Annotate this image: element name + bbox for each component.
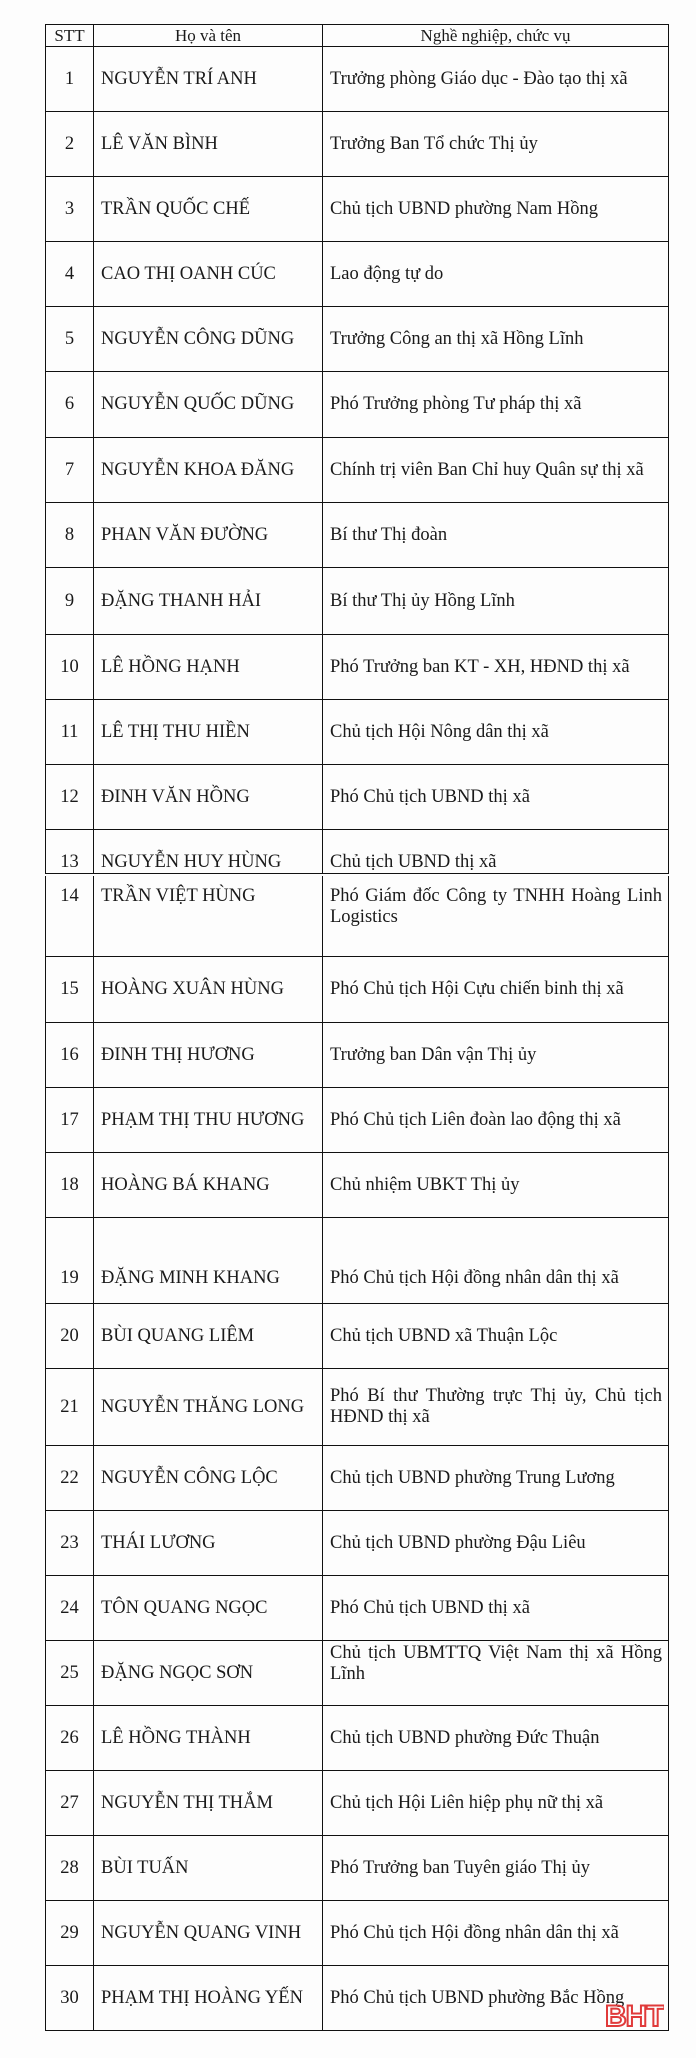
row-stt: 6: [46, 372, 94, 437]
table-row: [45, 765, 669, 830]
row-name: LÊ HỒNG THÀNH: [94, 1706, 323, 1770]
row-position: Phó Trưởng ban KT - XH, HĐND thị xã: [330, 656, 630, 677]
table-row: [45, 1153, 669, 1218]
table-row: [45, 1088, 669, 1153]
row-name: NGUYỄN HUY HÙNG: [94, 830, 323, 873]
table-header-row: [45, 24, 669, 47]
row-position: Bí thư Thị đoàn: [330, 524, 448, 545]
row-stt: 18: [46, 1153, 94, 1217]
row-position: Phó Chủ tịch UBND phường Bắc Hồng: [330, 1987, 625, 2008]
row-position: Trưởng ban Dân vận Thị ủy: [330, 1044, 537, 1065]
row-position: Chủ nhiệm UBKT Thị ủy: [330, 1174, 520, 1195]
table-row: [45, 635, 669, 700]
row-stt: 7: [46, 438, 94, 502]
row-stt: 12: [46, 765, 94, 829]
table-row: [45, 242, 669, 307]
row-position: Phó Trưởng ban Tuyên giáo Thị ủy: [330, 1857, 591, 1878]
row-position: Chủ tịch UBND xã Thuận Lộc: [330, 1325, 558, 1346]
row-name: PHẠM THỊ THU HƯƠNG: [94, 1088, 323, 1152]
table-row: [45, 177, 669, 242]
table-row: [45, 503, 669, 568]
row-stt: 9: [46, 568, 94, 634]
row-position: Chủ tịch UBND phường Đậu Liêu: [330, 1532, 586, 1553]
table-row: [45, 1641, 669, 1706]
row-name: PHAN VĂN ĐƯỜNG: [94, 503, 323, 567]
row-stt: 5: [46, 307, 94, 371]
row-stt: 10: [46, 635, 94, 699]
row-stt: 14: [46, 876, 94, 956]
row-position: Chủ tịch Hội Nông dân thị xã: [330, 721, 549, 742]
row-position: Lao động tự do: [330, 263, 444, 284]
table-row: [45, 307, 669, 372]
row-name: THÁI LƯƠNG: [94, 1511, 323, 1575]
row-stt: 17: [46, 1088, 94, 1152]
table-row: [45, 700, 669, 765]
table-row: [45, 1576, 669, 1641]
table-row: [45, 1369, 669, 1446]
table-row: [45, 1901, 669, 1966]
table-row: [45, 372, 669, 438]
table-row: [45, 1511, 669, 1576]
row-name: PHẠM THỊ HOÀNG YẾN: [94, 1966, 323, 2030]
row-stt: 20: [46, 1304, 94, 1368]
table-row: [45, 438, 669, 503]
row-name: ĐẶNG THANH HẢI: [94, 568, 323, 634]
row-stt: 29: [46, 1901, 94, 1965]
row-stt: 26: [46, 1706, 94, 1770]
row-stt: 13: [46, 830, 94, 873]
row-name: NGUYỄN THĂNG LONG: [94, 1369, 323, 1445]
row-position: Phó Chủ tịch Hội đồng nhân dân thị xã: [330, 1922, 619, 1943]
row-stt: 16: [46, 1023, 94, 1087]
table-row: [45, 1706, 669, 1771]
row-stt: 28: [46, 1836, 94, 1900]
row-name: NGUYỄN TRÍ ANH: [94, 47, 323, 111]
row-name: TÔN QUANG NGỌC: [94, 1576, 323, 1640]
row-name: ĐẶNG NGỌC SƠN: [94, 1641, 323, 1705]
table-row: [45, 1771, 669, 1836]
header-stt: STT: [46, 25, 94, 46]
table-row: [45, 1966, 669, 2031]
row-stt: 23: [46, 1511, 94, 1575]
row-stt: 4: [46, 242, 94, 306]
row-position: Chủ tịch UBND phường Đức Thuận: [330, 1727, 600, 1748]
table-row: [45, 1836, 669, 1901]
row-position: Chính trị viên Ban Chỉ huy Quân sự thị xã: [330, 459, 644, 480]
row-name: LÊ VĂN BÌNH: [94, 112, 323, 176]
row-stt: 25: [46, 1641, 94, 1705]
table-row: [45, 1023, 669, 1088]
row-position: Phó Chủ tịch UBND thị xã: [330, 1597, 530, 1618]
row-stt: 30: [46, 1966, 94, 2030]
table-row: [45, 568, 669, 635]
table-row: [45, 830, 669, 874]
row-position: Bí thư Thị ủy Hồng Lĩnh: [330, 590, 515, 611]
bht-watermark-logo: BHT: [605, 2003, 664, 2030]
table-row: [45, 876, 669, 957]
row-position: Trưởng phòng Giáo dục - Đào tạo thị xã: [330, 68, 628, 89]
row-stt: 1: [46, 47, 94, 111]
row-name: NGUYỄN THỊ THẮM: [94, 1771, 323, 1835]
row-position: Phó Trưởng phòng Tư pháp thị xã: [330, 394, 582, 414]
row-position: Trưởng Ban Tổ chức Thị ủy: [330, 133, 538, 154]
row-position: Chủ tịch UBND phường Nam Hồng: [330, 198, 599, 219]
row-stt: 3: [46, 177, 94, 241]
row-stt: 19: [46, 1218, 94, 1303]
header-name: Họ và tên: [94, 25, 323, 46]
row-name: CAO THỊ OANH CÚC: [94, 242, 323, 306]
row-name: TRẦN QUỐC CHẾ: [94, 177, 323, 241]
row-name: NGUYỄN QUANG VINH: [94, 1901, 323, 1965]
row-name: BÙI QUANG LIÊM: [94, 1304, 323, 1368]
row-stt: 15: [46, 957, 94, 1022]
table-row: [45, 1218, 669, 1304]
row-position: Chủ tịch Hội Liên hiệp phụ nữ thị xã: [330, 1792, 604, 1813]
row-stt: 27: [46, 1771, 94, 1835]
row-name: HOÀNG XUÂN HÙNG: [94, 957, 323, 1022]
row-position: Chủ tịch UBND thị xã: [330, 852, 497, 872]
row-position: Phó Chủ tịch Hội đồng nhân dân thị xã: [330, 1268, 619, 1288]
row-position: Chủ tịch UBMTTQ Việt Nam thị xã Hồng Lĩnh: [330, 1643, 662, 1684]
row-name: BÙI TUẤN: [94, 1836, 323, 1900]
row-position: Phó Chủ tịch UBND thị xã: [330, 786, 530, 807]
row-position: Chủ tịch UBND phường Trung Lương: [330, 1467, 615, 1488]
row-name: NGUYỄN QUỐC DŨNG: [94, 372, 323, 437]
row-name: NGUYỄN CÔNG LỘC: [94, 1446, 323, 1510]
row-name: LÊ THỊ THU HIỀN: [94, 700, 323, 764]
row-stt: 24: [46, 1576, 94, 1640]
row-name: ĐINH VĂN HỒNG: [94, 765, 323, 829]
table-row: [45, 957, 669, 1023]
row-position: Phó Chủ tịch Liên đoàn lao động thị xã: [330, 1109, 621, 1130]
row-name: ĐINH THỊ HƯƠNG: [94, 1023, 323, 1087]
row-stt: 2: [46, 112, 94, 176]
row-name: LÊ HỒNG HẠNH: [94, 635, 323, 699]
row-stt: 8: [46, 503, 94, 567]
row-position: Phó Bí thư Thường trực Thị ủy, Chủ tịch HĐND thị xã: [330, 1386, 662, 1427]
table-row: [45, 112, 669, 177]
row-position: Phó Chủ tịch Hội Cựu chiến binh thị xã: [330, 979, 624, 999]
row-position: Trưởng Công an thị xã Hồng Lĩnh: [330, 328, 584, 349]
row-stt: 11: [46, 700, 94, 764]
row-name: TRẦN VIỆT HÙNG: [94, 876, 323, 956]
row-stt: 22: [46, 1446, 94, 1510]
table-row: [45, 47, 669, 112]
row-name: NGUYỄN CÔNG DŨNG: [94, 307, 323, 371]
row-name: HOÀNG BÁ KHANG: [94, 1153, 323, 1217]
table-row: [45, 1446, 669, 1511]
row-position: Phó Giám đốc Công ty TNHH Hoàng Linh Logistics: [330, 886, 662, 927]
table-row: [45, 1304, 669, 1369]
row-name: ĐẶNG MINH KHANG: [94, 1218, 323, 1303]
row-stt: 21: [46, 1369, 94, 1445]
header-position: Nghề nghiệp, chức vụ: [420, 26, 571, 45]
row-name: NGUYỄN KHOA ĐĂNG: [94, 438, 323, 502]
